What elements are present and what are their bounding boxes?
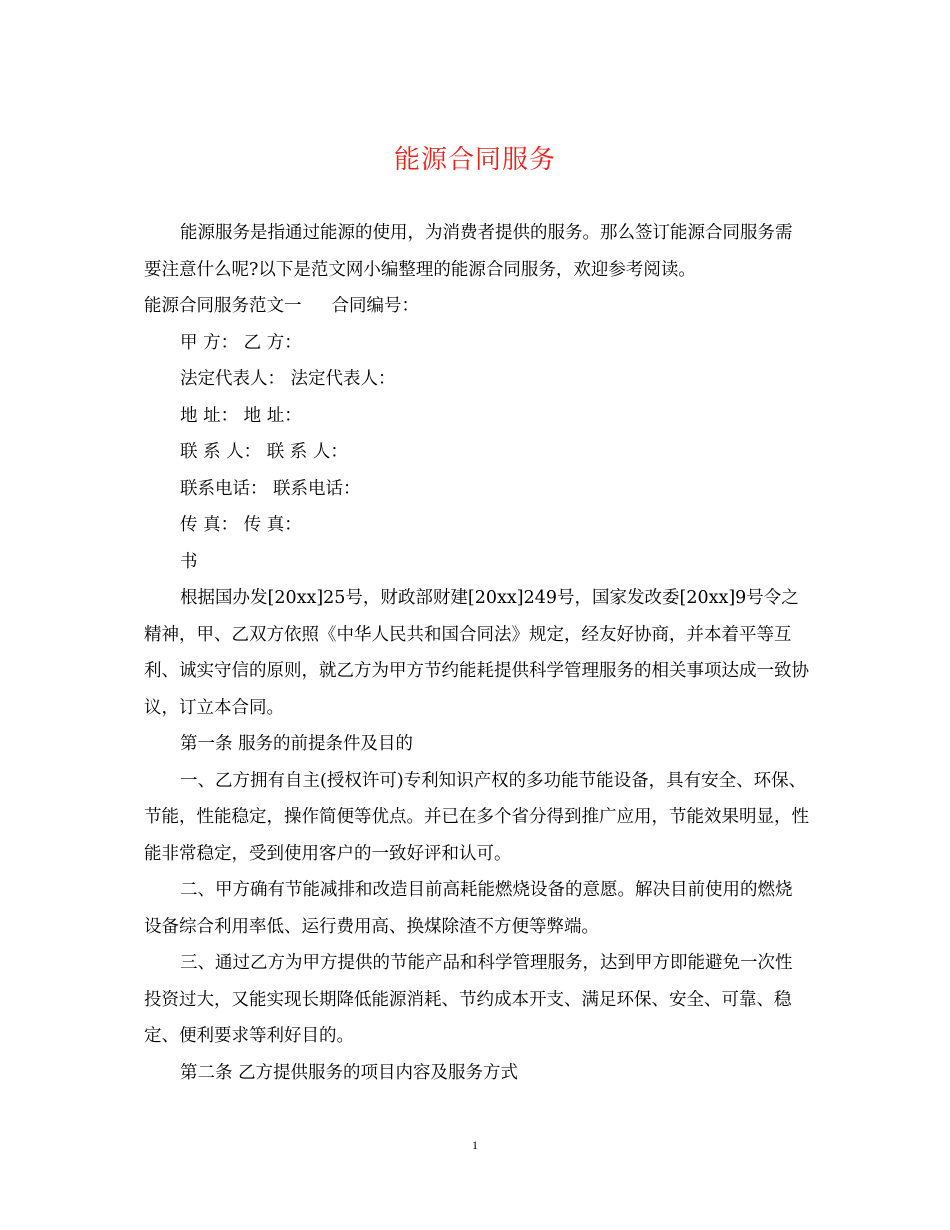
document-title: 能源合同服务	[393, 145, 556, 175]
preamble-paragraph: 根据国办发[20xx]25号，财政部财建[20xx]249号，国家发改委[20xx]9号令之精神，甲、乙双方依照《中华人民共和国合同法》规定，经友好协商，并本着平等互利、诚实守信的原则，就乙方为甲方节约能耗提供科学管理服务的相关事项达成一致协议，订立本合同。	[144, 588, 809, 718]
party-line-fax: 传 真： 传 真：	[180, 515, 302, 535]
book-char-line: 书	[180, 551, 198, 572]
article1-item-3: 三、通过乙方为甲方提供的节能产品和科学管理服务，达到甲方即能避免一次性投资过大，又能实现长期降低能源消耗、节约成本开支、满足环保、安全、可靠、稳定、便利要求等利好目的。	[144, 953, 793, 1046]
party-line-phone: 联系电话： 联系电话：	[180, 478, 361, 499]
article1-item-1: 一、乙方拥有自主(授权许可)专利知识产权的多功能节能设备，具有安全、环保、节能，性能稳定，操作简便等优点。并已在多个省分得到推广应用，节能效果明显，性能非常稳定，受到使用客户的一致好评和认可。	[144, 770, 809, 864]
sample-heading-line	[144, 288, 809, 325]
party-line-parties: 甲 方： 乙 方：	[180, 332, 302, 353]
article2-heading: 第二条 乙方提供服务的项目内容及服务方式	[180, 1062, 519, 1083]
party-line-address: 地 址： 地 址：	[180, 405, 302, 426]
party-line-contact-person: 联 系 人： 联 系 人：	[180, 442, 348, 462]
article1-heading: 第一条 服务的前提条件及目的	[180, 734, 414, 754]
article1-item-2: 二、甲方确有节能减排和改造目前高耗能燃烧设备的意愿。解决目前使用的燃烧设备综合利用率低、运行费用高、换煤除渣不方便等弊端。	[144, 880, 793, 937]
document-body	[144, 215, 809, 1091]
sample-heading: 能源合同服务范文一	[144, 296, 302, 316]
page-number: 1	[472, 1138, 478, 1152]
party-line-legal-representative: 法定代表人： 法定代表人：	[180, 369, 396, 389]
intro-paragraph: 能源服务是指通过能源的使用，为消费者提供的服务。那么签订能源合同服务需要注意什么呢?以下是范文网小编整理的能源合同服务，欢迎参考阅读。	[144, 223, 793, 280]
contract-number-label: 合同编号：	[331, 296, 419, 316]
